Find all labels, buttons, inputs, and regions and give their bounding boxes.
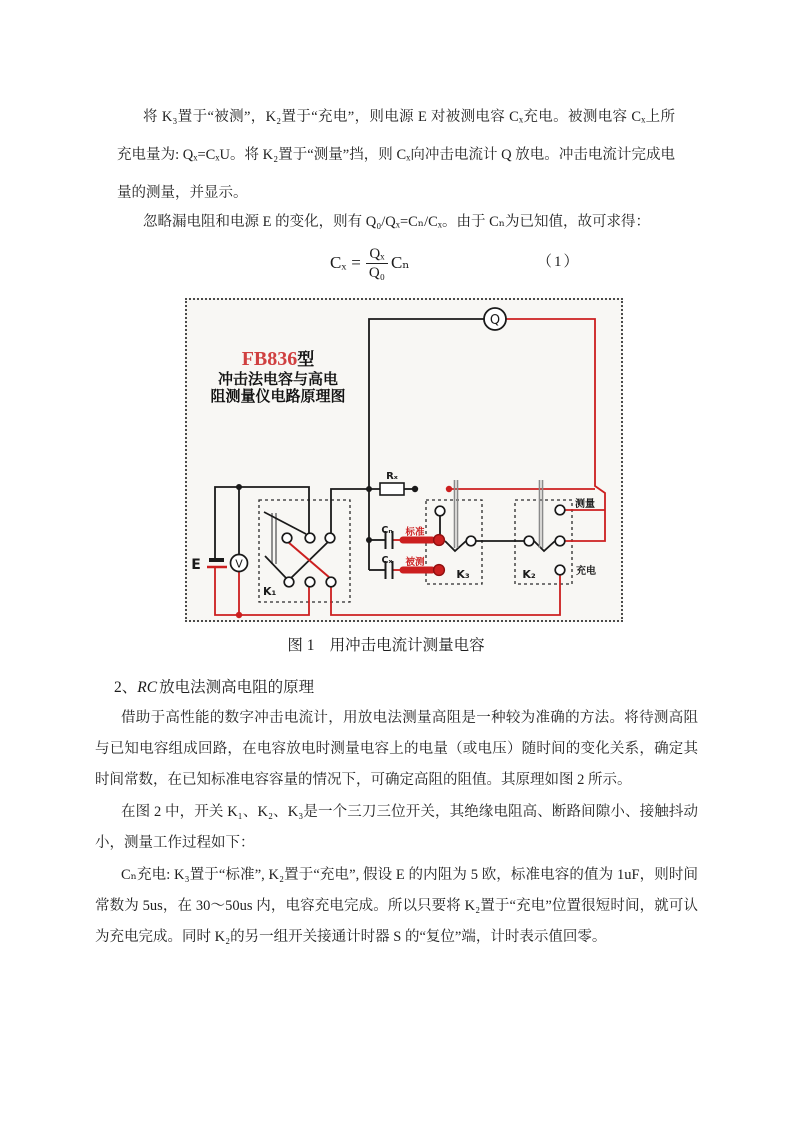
figure-caption: [167, 633, 605, 655]
switch-k2-blade: [534, 480, 555, 551]
switch-k3-label: K₃: [456, 568, 470, 581]
figure-caption-label: 图 1: [287, 637, 315, 654]
paragraph-ratio: 忽略漏电阻和电源 E 的变化，则有 Q₀/Qₓ=Cₙ/Cₓ。由于 Cₙ为已知值，故可求得：: [143, 214, 651, 230]
red-plug-contacts: [434, 535, 445, 576]
voltmeter-label: V: [235, 557, 243, 571]
section-heading: [114, 675, 314, 697]
paragraph-switch-description: 在图 2 中，开关 K₁、K₂、K₃是一个三刀三位开关，其绝缘电阻高、断路间隙小、接触抖动小，测量工作过程如下：: [95, 804, 698, 851]
equation-lhs: Cₓ: [330, 253, 347, 272]
terminal-dot: [412, 486, 418, 492]
equation-numerator: Qₓ: [369, 245, 385, 262]
voltmeter: [231, 555, 248, 572]
figure-title-line2: 冲击法电容与高电: [217, 371, 338, 388]
galvanometer-label: Q: [489, 313, 501, 328]
measure-position-label: 测量: [575, 499, 595, 510]
resistor-rx: [380, 471, 452, 495]
resistor-rx-label: Rₓ: [386, 471, 398, 482]
paragraph-charging-measure: 将 K₃置于“被测”，K₂置于“充电”，则电源 E 对被测电容 Cₓ充电。被测电容 Cₓ上所充电量为: Qₓ=CₓU。将 K₂置于“测量”挡，则 Cₓ向冲击电流计 Q 放电。冲击电流计完成电量的测量，并显示。: [117, 109, 675, 201]
section-heading-rest: 放电法测高电阻的原理: [159, 679, 315, 696]
charge-position-label: 充电: [576, 566, 596, 577]
battery-label: E: [191, 557, 201, 573]
red-terminal-dot: [446, 486, 452, 492]
capacitor-cn-label: Cₙ: [381, 525, 393, 536]
figure-circuit-diagram: [185, 298, 623, 622]
black-wires: [215, 319, 524, 570]
figure-title-line3: 阻测量仪电路原理图: [210, 388, 346, 405]
equation-number: （1）: [537, 254, 581, 270]
switch-k2-label: K₂: [522, 568, 536, 581]
equation-denominator: Q₀: [366, 263, 388, 281]
figure-model-name: FB836: [241, 348, 298, 370]
galvanometer: [484, 308, 506, 330]
equation-equals: =: [351, 253, 361, 272]
figure-caption-text: 用冲击电流计测量电容: [329, 637, 485, 654]
equation-1: [330, 241, 410, 285]
switch-k1-label: K₁: [263, 585, 277, 598]
section-heading-italic: RC: [137, 679, 158, 696]
junction-dots: [236, 484, 372, 543]
section-number: 2、: [114, 679, 138, 696]
switch-k1-blades: [264, 512, 330, 579]
standard-label: 标准: [405, 527, 425, 538]
tested-label: 被测: [405, 557, 425, 568]
paragraph-rc-method: 借助于高性能的数字冲击电流计，用放电法测量高阻是一种较为准确的方法。将待测高阻与已知电容组成回路，在电容放电时测量电容上的电量（或电压）随时间的变化关系，确定其时间常数，在已知标准电容容量的情况下，可确定高阻的阻值。其原理如图 2 所示。: [95, 710, 698, 788]
battery-e: [191, 557, 227, 573]
equation-fraction: [366, 246, 388, 281]
equation-factor: Cₙ: [390, 253, 410, 272]
figure-model-suffix: 型: [297, 350, 315, 369]
paragraph-cn-charging: Cₙ充电: K₃置于“标准”, K₂置于“充电”, 假设 E 的内阻为 5 欧，标准电容的值为 1uF，则时间常数为 5us，在 30～50us 内，电容充电完成。所以只要将 K₂置于“充电”位置很短时间，就可认为充电完成。同时 K₂的另一组开关接通计时器 S 的“复位”端，计时表示值回零。: [95, 867, 698, 945]
red-junction-dot: [236, 612, 242, 618]
circuit-schematic: [187, 300, 621, 620]
capacitor-cx-label: Cₓ: [381, 555, 393, 566]
